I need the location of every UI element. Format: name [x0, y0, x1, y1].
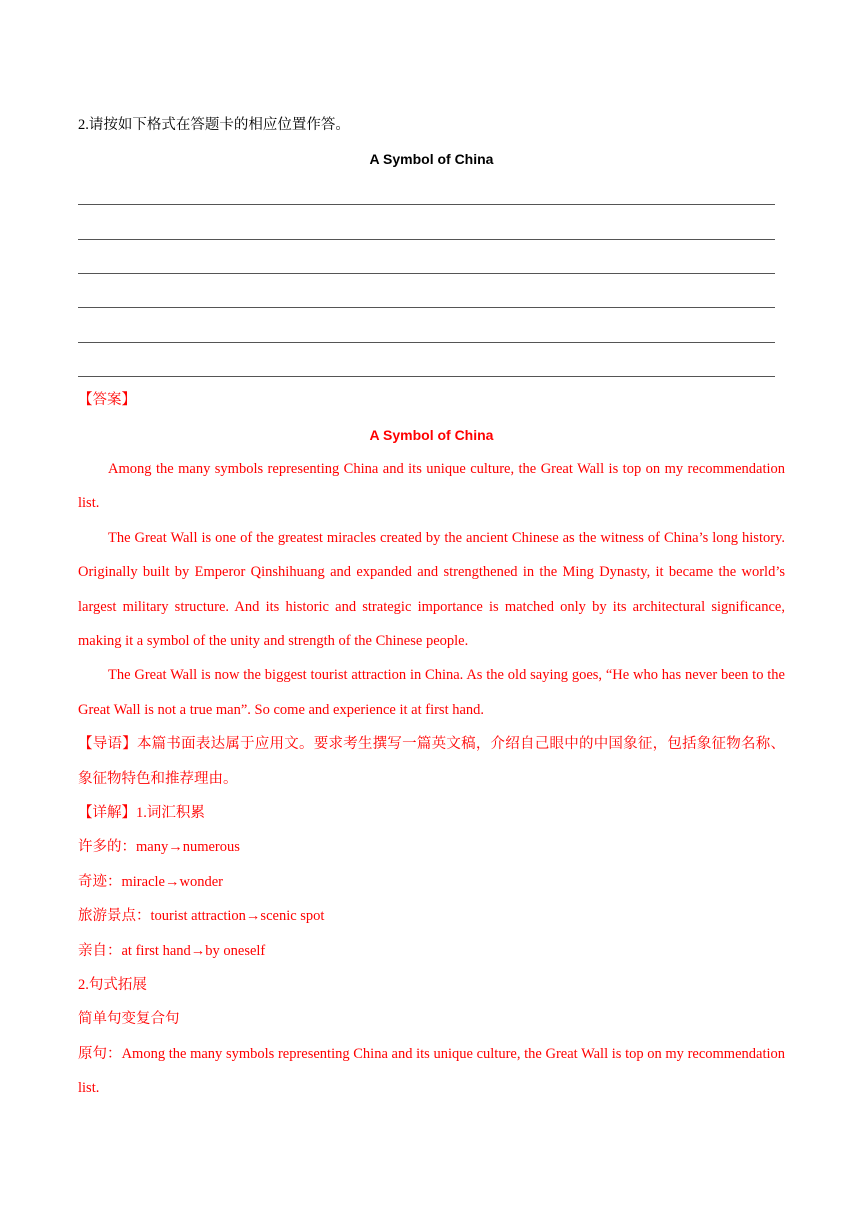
answer-paragraph-3: The Great Wall is now the biggest tourist attraction in China. As the old saying goes, “He who has never been to the Great Wall is not a true man”. So come and experience it at first hand. — [78, 667, 785, 718]
answer-line-2 — [78, 211, 785, 245]
answer-line-3 — [78, 246, 785, 280]
detail-heading: 1.词汇积累 — [136, 804, 205, 821]
vocab-item: 许多的：many→numerous — [78, 839, 240, 856]
answer-line-1 — [78, 177, 785, 211]
answer-line-5 — [78, 314, 785, 348]
original-text: Among the many symbols representing China and its unique culture, the Great Wall is top on my recommendation list. — [78, 1045, 786, 1097]
answer-line-6 — [78, 349, 785, 383]
answer-paragraph-2: The Great Wall is one of the greatest miracles created by the ancient Chinese as the witness of China’s long history. Originally built by Emperor Qinshihuang and expanded and strengthened in the Ming Dynasty, it became the world’s largest military structure. And its historic and strategic importance is matched only by its architectural significance, making it a symbol of the unity and strength of the Chinese people. — [78, 529, 785, 649]
guide-label: 【导语】 — [78, 736, 137, 753]
answer-label: 【答案】 — [78, 392, 136, 409]
original-sentence — [78, 1037, 785, 1106]
sentence-subheading: 简单句变复合句 — [78, 1011, 180, 1028]
detail-heading-line — [78, 796, 785, 830]
detail-label: 【详解】 — [78, 804, 136, 821]
sentence-heading: 2.句式拓展 — [78, 976, 147, 993]
document-page — [78, 108, 785, 1106]
answer-paragraph-1: Among the many symbols representing China and its unique culture, the Great Wall is top on my recommendation list. — [78, 460, 785, 512]
answer-title: A Symbol of China — [369, 426, 494, 443]
original-label: 原句： — [78, 1045, 122, 1062]
vocab-item: 亲自：at first hand→by oneself — [78, 942, 266, 959]
guide-text: 本篇书面表达属于应用文。要求考生撰写一篇英文稿，介绍自己眼中的中国象征，包括象征物名称、象征物特色和推荐理由。 — [78, 736, 785, 787]
guide-section — [78, 727, 785, 796]
vocab-item: 旅游景点：tourist attraction→scenic spot — [78, 908, 325, 925]
instruction-text: 2.请按如下格式在答题卡的相应位置作答。 — [78, 117, 350, 133]
answer-line-4 — [78, 280, 785, 314]
essay-title: A Symbol of China — [369, 151, 494, 168]
vocab-item: 奇迹：miracle→wonder — [78, 873, 223, 890]
